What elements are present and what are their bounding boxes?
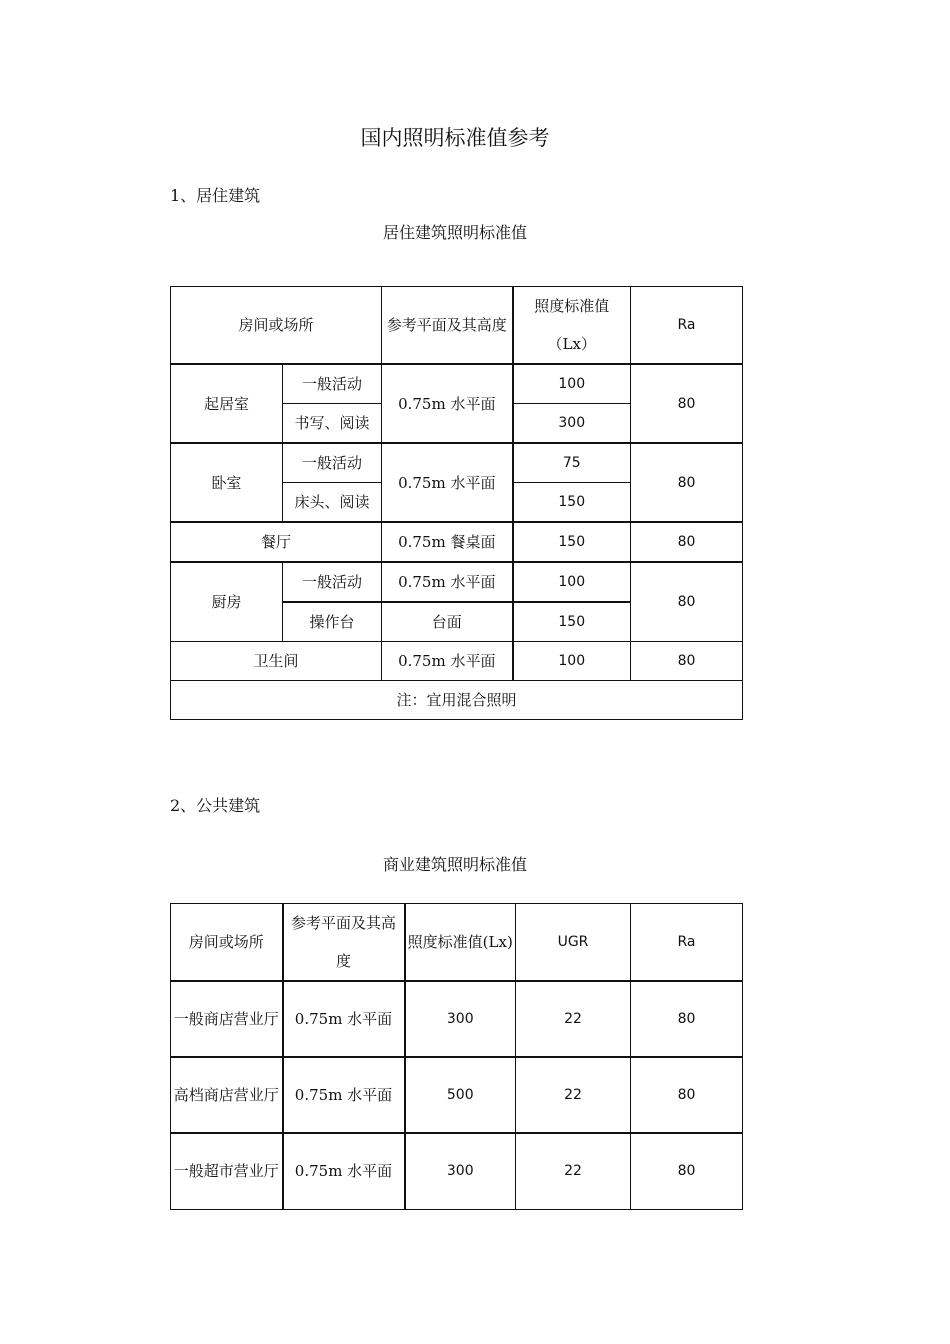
plane-cell: 0.75m 水平面 [283, 981, 405, 1057]
table-row [171, 562, 743, 602]
table-row [171, 981, 743, 1057]
header-room: 房间或场所 [171, 287, 382, 365]
lux-cell: 300 [513, 404, 631, 444]
table-row [171, 1057, 743, 1133]
activity-cell: 床头、阅读 [283, 483, 382, 523]
section-heading-public: 2、公共建筑 [170, 796, 261, 815]
plane-cell: 0.75m 水平面 [382, 642, 513, 681]
plane-cell: 台面 [382, 602, 513, 642]
ra-cell: 80 [631, 981, 743, 1057]
table-caption-commercial: 商业建筑照明标准值 [382, 855, 527, 874]
lux-cell: 300 [405, 981, 516, 1057]
activity-cell: 一般活动 [283, 443, 382, 483]
plane-cell: 0.75m 水平面 [382, 364, 513, 443]
ra-cell: 80 [631, 364, 743, 443]
header-lux: 照度标准值（Lx） [513, 287, 631, 365]
room-cell: 起居室 [171, 364, 283, 443]
header-room: 房间或场所 [171, 904, 283, 982]
lux-cell: 100 [513, 364, 631, 404]
ra-cell: 80 [631, 522, 743, 562]
lux-cell: 75 [513, 443, 631, 483]
header-ugr: UGR [516, 904, 631, 982]
table-note: 注：宜用混合照明 [171, 681, 743, 720]
activity-cell: 书写、阅读 [283, 404, 382, 444]
header-ra: Ra [631, 287, 743, 365]
lux-cell: 500 [405, 1057, 516, 1133]
lux-cell: 300 [405, 1133, 516, 1209]
ra-cell: 80 [631, 1057, 743, 1133]
room-cell: 餐厅 [171, 522, 382, 562]
activity-cell: 一般活动 [283, 364, 382, 404]
residential-lighting-table [170, 286, 743, 720]
header-plane: 参考平面及其高度 [382, 287, 513, 365]
table-header-row [171, 904, 743, 982]
lux-cell: 100 [513, 562, 631, 602]
commercial-lighting-table [170, 903, 743, 1210]
table-note-row [171, 681, 743, 720]
table-row [171, 642, 743, 681]
plane-cell: 0.75m 水平面 [382, 562, 513, 602]
room-cell: 厨房 [171, 562, 283, 642]
header-plane: 参考平面及其高度 [283, 904, 405, 982]
table-row [171, 1133, 743, 1209]
plane-cell: 0.75m 餐桌面 [382, 522, 513, 562]
room-cell: 卫生间 [171, 642, 382, 681]
document-title: 国内照明标准值参考 [360, 126, 550, 150]
activity-cell: 一般活动 [283, 562, 382, 602]
ugr-cell: 22 [516, 1133, 631, 1209]
ra-cell: 80 [631, 443, 743, 522]
plane-cell: 0.75m 水平面 [283, 1133, 405, 1209]
room-cell: 卧室 [171, 443, 283, 522]
lux-cell: 150 [513, 602, 631, 642]
room-cell: 高档商店营业厅 [171, 1057, 283, 1133]
header-lux: 照度标准值(Lx) [405, 904, 516, 982]
lux-cell: 150 [513, 483, 631, 523]
section-heading-residential: 1、居住建筑 [170, 186, 261, 205]
table-row [171, 364, 743, 404]
table-caption-residential: 居住建筑照明标准值 [382, 223, 527, 242]
plane-cell: 0.75m 水平面 [283, 1057, 405, 1133]
ugr-cell: 22 [516, 1057, 631, 1133]
table-row [171, 443, 743, 483]
ugr-cell: 22 [516, 981, 631, 1057]
ra-cell: 80 [631, 562, 743, 642]
ra-cell: 80 [631, 642, 743, 681]
room-cell: 一般商店营业厅 [171, 981, 283, 1057]
activity-cell: 操作台 [283, 602, 382, 642]
table-row [171, 522, 743, 562]
ra-cell: 80 [631, 1133, 743, 1209]
table-header-row [171, 287, 743, 365]
header-ra: Ra [631, 904, 743, 982]
lux-cell: 100 [513, 642, 631, 681]
room-cell: 一般超市营业厅 [171, 1133, 283, 1209]
lux-cell: 150 [513, 522, 631, 562]
plane-cell: 0.75m 水平面 [382, 443, 513, 522]
